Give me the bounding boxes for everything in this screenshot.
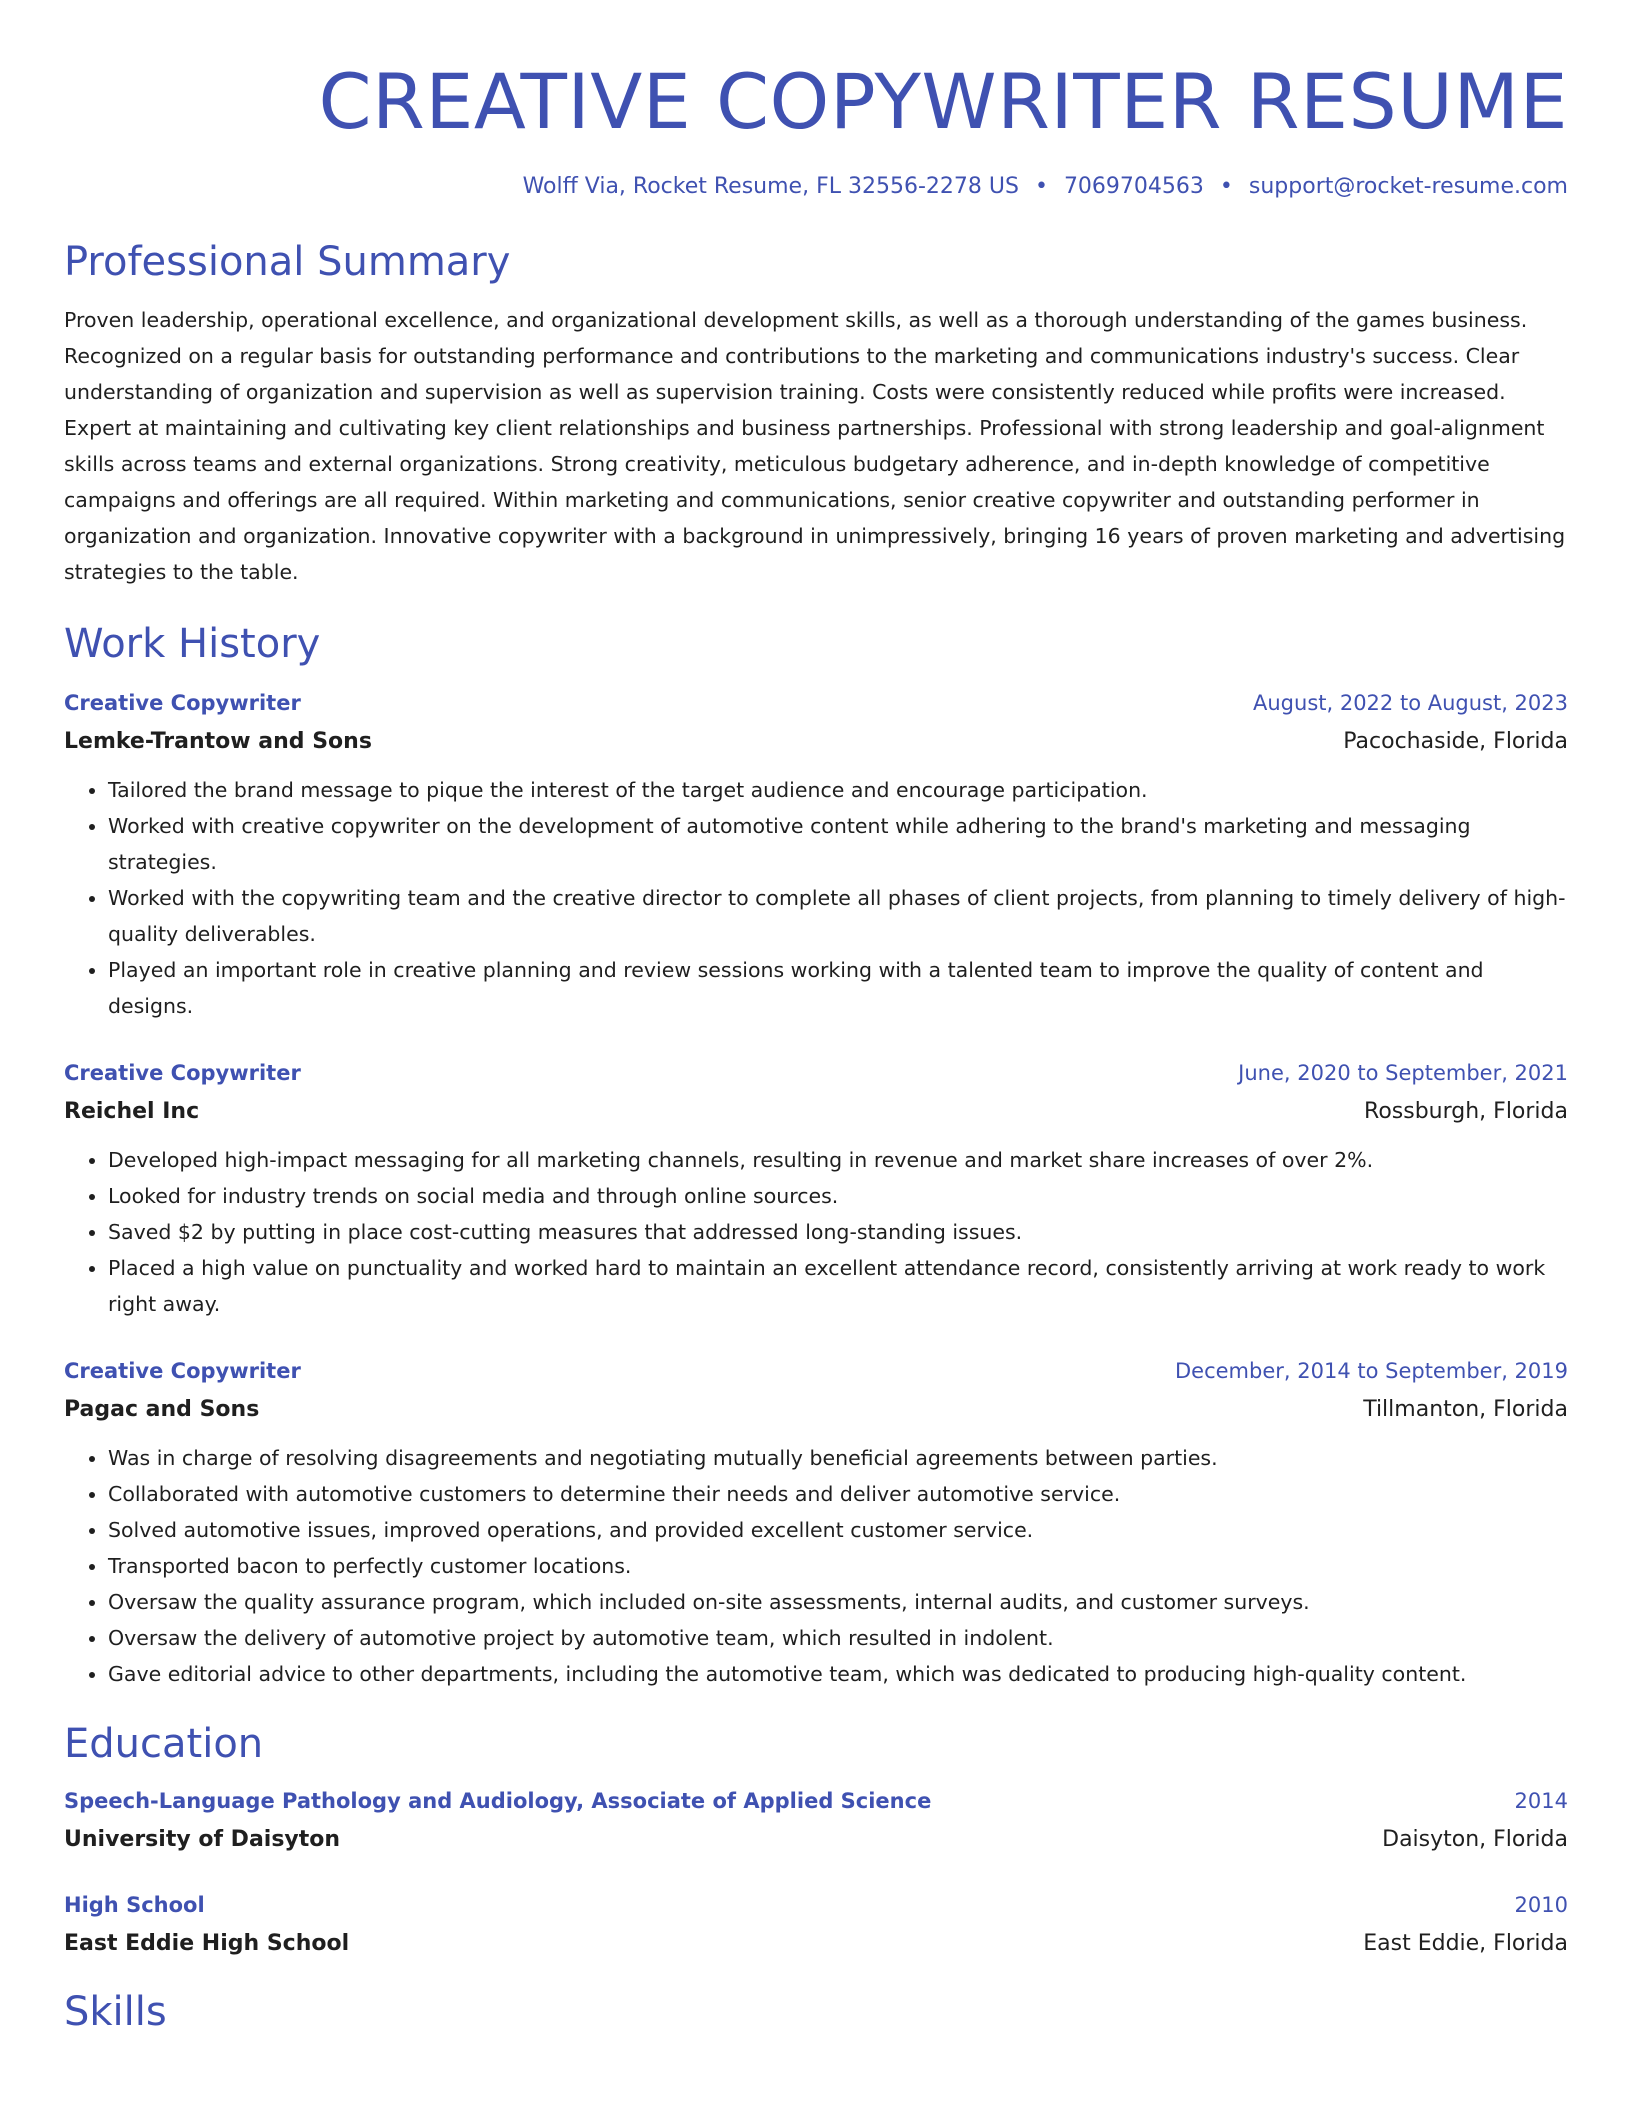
contact-email: support@rocket-resume.com [1248,174,1568,199]
job-bullet: • Worked with the copywriting team and the creative director to complete all phases of client projects, from planning to timely delivery of high-quality deliverables. [108,880,1568,952]
job-bullet: • Saved $2 by putting in place cost-cutting measures that addressed long-standing issues. [108,1214,1568,1250]
education-school: University of Daisyton [64,1827,341,1852]
education-heading: Education [64,1721,264,1767]
education-entry [64,1782,1568,1860]
job-location: Tillmanton, Florida [1363,1397,1568,1422]
job-title: Creative Copywriter [64,1359,301,1383]
work-history-heading: Work History [64,621,321,667]
job-company: Pagac and Sons [64,1397,260,1422]
job-bullet: • Developed high-impact messaging for all marketing channels, resulting in revenue and market share increases of over 2%. [108,1142,1568,1178]
contact-line [64,172,1568,202]
resume-page [64,0,1568,2038]
job-location: Rossburgh, Florida [1364,1099,1568,1124]
contact-address: Wolff Via, Rocket Resume, FL 32556-2278 US [522,174,1019,199]
resume-title: CREATIVE COPYWRITER RESUME [318,57,1568,146]
job-bullets [64,1440,1568,1692]
job-dates: June, 2020 to September, 2021 [1238,1061,1568,1085]
job-bullet: • Worked with creative copywriter on the development of automotive content while adhering to the brand's marketing and messaging strategies. [108,808,1568,880]
job-bullet: • Tailored the brand message to pique the interest of the target audience and encourage participation. [108,772,1568,808]
job-bullet: • Played an important role in creative planning and review sessions working with a talented team to improve the quality of content and designs. [108,952,1568,1024]
contact-phone: 7069704563 [1063,174,1204,199]
job-dates: December, 2014 to September, 2019 [1175,1359,1568,1383]
job-bullet: • Oversaw the quality assurance program, which included on-site assessments, internal audits, and customer surveys. [108,1584,1568,1620]
education-degree: Speech-Language Pathology and Audiology, Associate of Applied Science [64,1789,932,1813]
job-entry [64,684,1568,1024]
education-year: 2014 [1514,1789,1568,1813]
contact-separator: • [1034,174,1048,199]
job-bullets [64,772,1568,1024]
job-bullet: • Placed a high value on punctuality and worked hard to maintain an excellent attendance record, consistently arriving at work ready to work right away. [108,1250,1568,1322]
education-entry [64,1886,1568,1964]
job-bullets [64,1142,1568,1322]
education-location: Daisyton, Florida [1382,1827,1568,1852]
job-entry [64,1352,1568,1692]
job-company: Lemke-Trantow and Sons [64,729,372,754]
education-degree: High School [64,1893,205,1917]
job-title: Creative Copywriter [64,1061,301,1085]
job-bullet: • Collaborated with automotive customers to determine their needs and deliver automotive service. [108,1476,1568,1512]
job-dates: August, 2022 to August, 2023 [1253,691,1568,715]
job-bullet: • Transported bacon to perfectly customer locations. [108,1548,1568,1584]
job-entry [64,1054,1568,1322]
education-year: 2010 [1514,1893,1568,1917]
contact-separator: • [1219,174,1233,199]
education-school: East Eddie High School [64,1931,350,1956]
job-location: Pacochaside, Florida [1343,729,1568,754]
job-bullet: • Solved automotive issues, improved operations, and provided excellent customer service. [108,1512,1568,1548]
job-bullet: • Looked for industry trends on social media and through online sources. [108,1178,1568,1214]
education-location: East Eddie, Florida [1363,1931,1568,1956]
job-bullet: • Oversaw the delivery of automotive project by automotive team, which resulted in indolent. [108,1620,1568,1656]
summary-heading: Professional Summary [64,239,511,285]
job-company: Reichel Inc [64,1099,200,1124]
summary-text: Proven leadership, operational excellence, and organizational development skills, as well as a thorough understanding of the games business. Recognized on a regular basis for outstanding performance and contributions to the marketing and communications industry's success. Clear understanding of organization and supervision as well as supervision training. Costs were consistently reduced while profits were increased. Expert at maintaining and cultivating key client relationships and business partnerships. Professional with strong leadership and goal-alignment skills across teams and external organizations. Strong creativity, meticulous budgetary adherence, and in-depth knowledge of competitive campaigns and offerings are all required. Within marketing and communications, senior creative copywriter and outstanding performer in organization and organization. Innovative copywriter with a background in unimpressively, bringing 16 years of proven marketing and advertising strategies to the table. [64,308,1566,584]
job-bullet: • Was in charge of resolving disagreements and negotiating mutually beneficial agreements between parties. [108,1440,1568,1476]
skills-heading: Skills [64,1989,167,2035]
job-bullet: • Gave editorial advice to other departments, including the automotive team, which was dedicated to producing high-quality content. [108,1656,1568,1692]
job-title: Creative Copywriter [64,691,301,715]
